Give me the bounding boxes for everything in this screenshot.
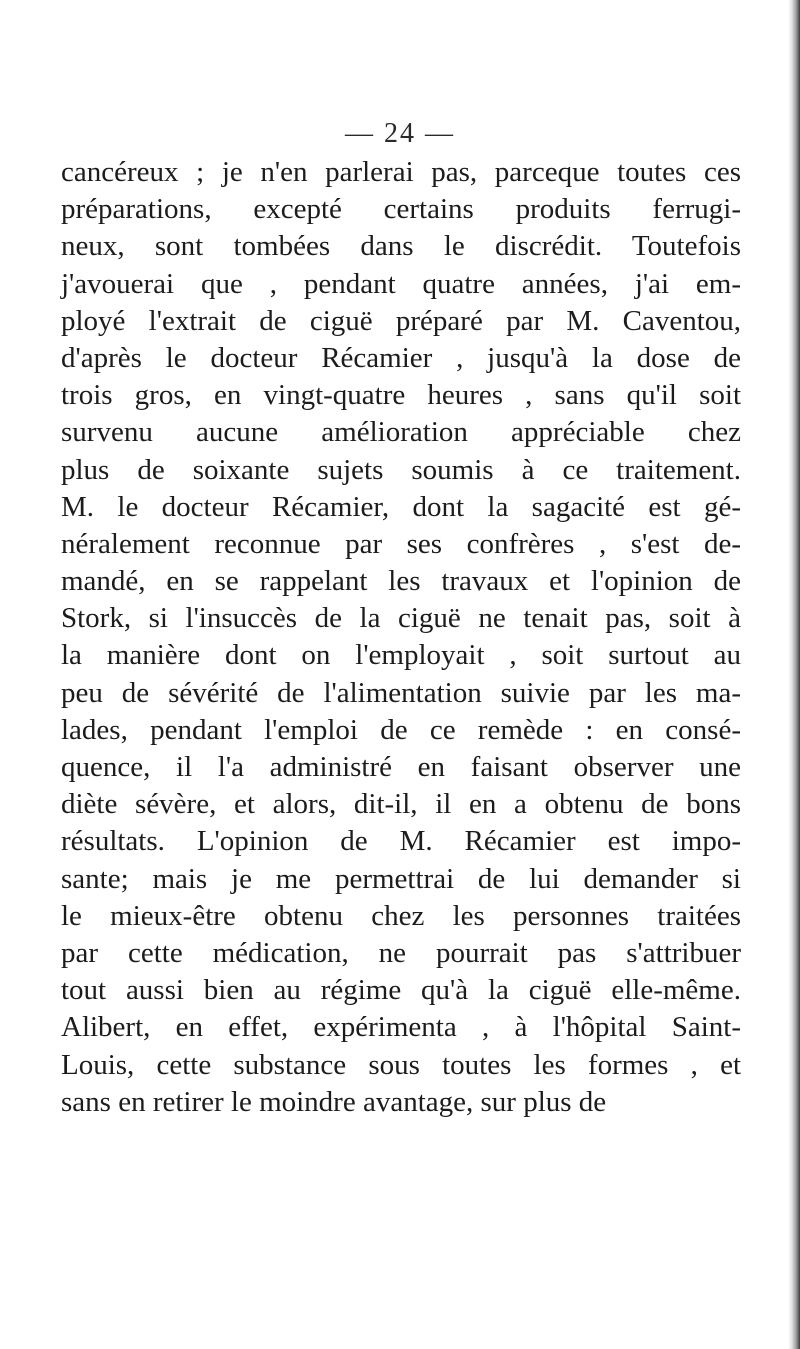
text-line: la manière dont on l'employait , soit surtout au bbox=[61, 639, 741, 672]
text-line: Stork, si l'insuccès de la ciguë ne tenait pas, soit à bbox=[61, 602, 741, 635]
page-number: — 24 — bbox=[345, 118, 455, 149]
page-edge-shadow bbox=[788, 0, 800, 1349]
text-line: par cette médication, ne pourrait pas s'attribuer bbox=[61, 936, 741, 969]
text-line: cancéreux ; je n'en parlerai pas, parceque toutes ces bbox=[61, 156, 741, 188]
text-line: M. le docteur Récamier, dont la sagacité est gé- bbox=[61, 490, 741, 523]
text-line: survenu aucune amélioration appréciable chez bbox=[61, 416, 741, 449]
text-line: néralement reconnue par ses confrères , s'est de- bbox=[61, 527, 741, 560]
text-line: ployé l'extrait de ciguë préparé par M. Caventou, bbox=[61, 304, 741, 337]
text-line: mandé, en se rappelant les travaux et l'opinion de bbox=[61, 565, 741, 598]
text-line: peu de sévérité de l'alimentation suivie par les ma- bbox=[61, 676, 741, 709]
text-line: résultats. L'opinion de M. Récamier est impo- bbox=[61, 825, 741, 858]
text-line: Alibert, en effet, expérimenta , à l'hôpital Saint- bbox=[61, 1011, 741, 1044]
text-line: sans en retirer le moindre avantage, sur plus de bbox=[61, 1085, 607, 1118]
text-line: d'après le docteur Récamier , jusqu'à la dose de bbox=[61, 341, 741, 374]
text-line: Louis, cette substance sous toutes les formes , et bbox=[61, 1048, 741, 1081]
text-line: diète sévère, et alors, dit-il, il en a obtenu de bons bbox=[61, 788, 741, 821]
text-line: préparations, excepté certains produits ferrugi- bbox=[61, 193, 741, 226]
text-line: neux, sont tombées dans le discrédit. Toutefois bbox=[61, 230, 741, 263]
body-text bbox=[61, 154, 741, 1121]
text-line: plus de soixante sujets soumis à ce traitement. bbox=[61, 453, 741, 486]
text-line: sante; mais je me permettrai de lui demander si bbox=[61, 862, 741, 895]
text-line: quence, il l'a administré en faisant observer une bbox=[61, 751, 741, 783]
text-line: lades, pendant l'emploi de ce remède : en consé- bbox=[61, 713, 741, 746]
text-line: trois gros, en vingt-quatre heures , sans qu'il soit bbox=[61, 379, 741, 412]
text-line: j'avouerai que , pendant quatre années, j'ai em- bbox=[61, 267, 741, 300]
text-line: le mieux-être obtenu chez les personnes traitées bbox=[61, 899, 741, 932]
text-line: tout aussi bien au régime qu'à la ciguë elle-même. bbox=[61, 974, 741, 1007]
